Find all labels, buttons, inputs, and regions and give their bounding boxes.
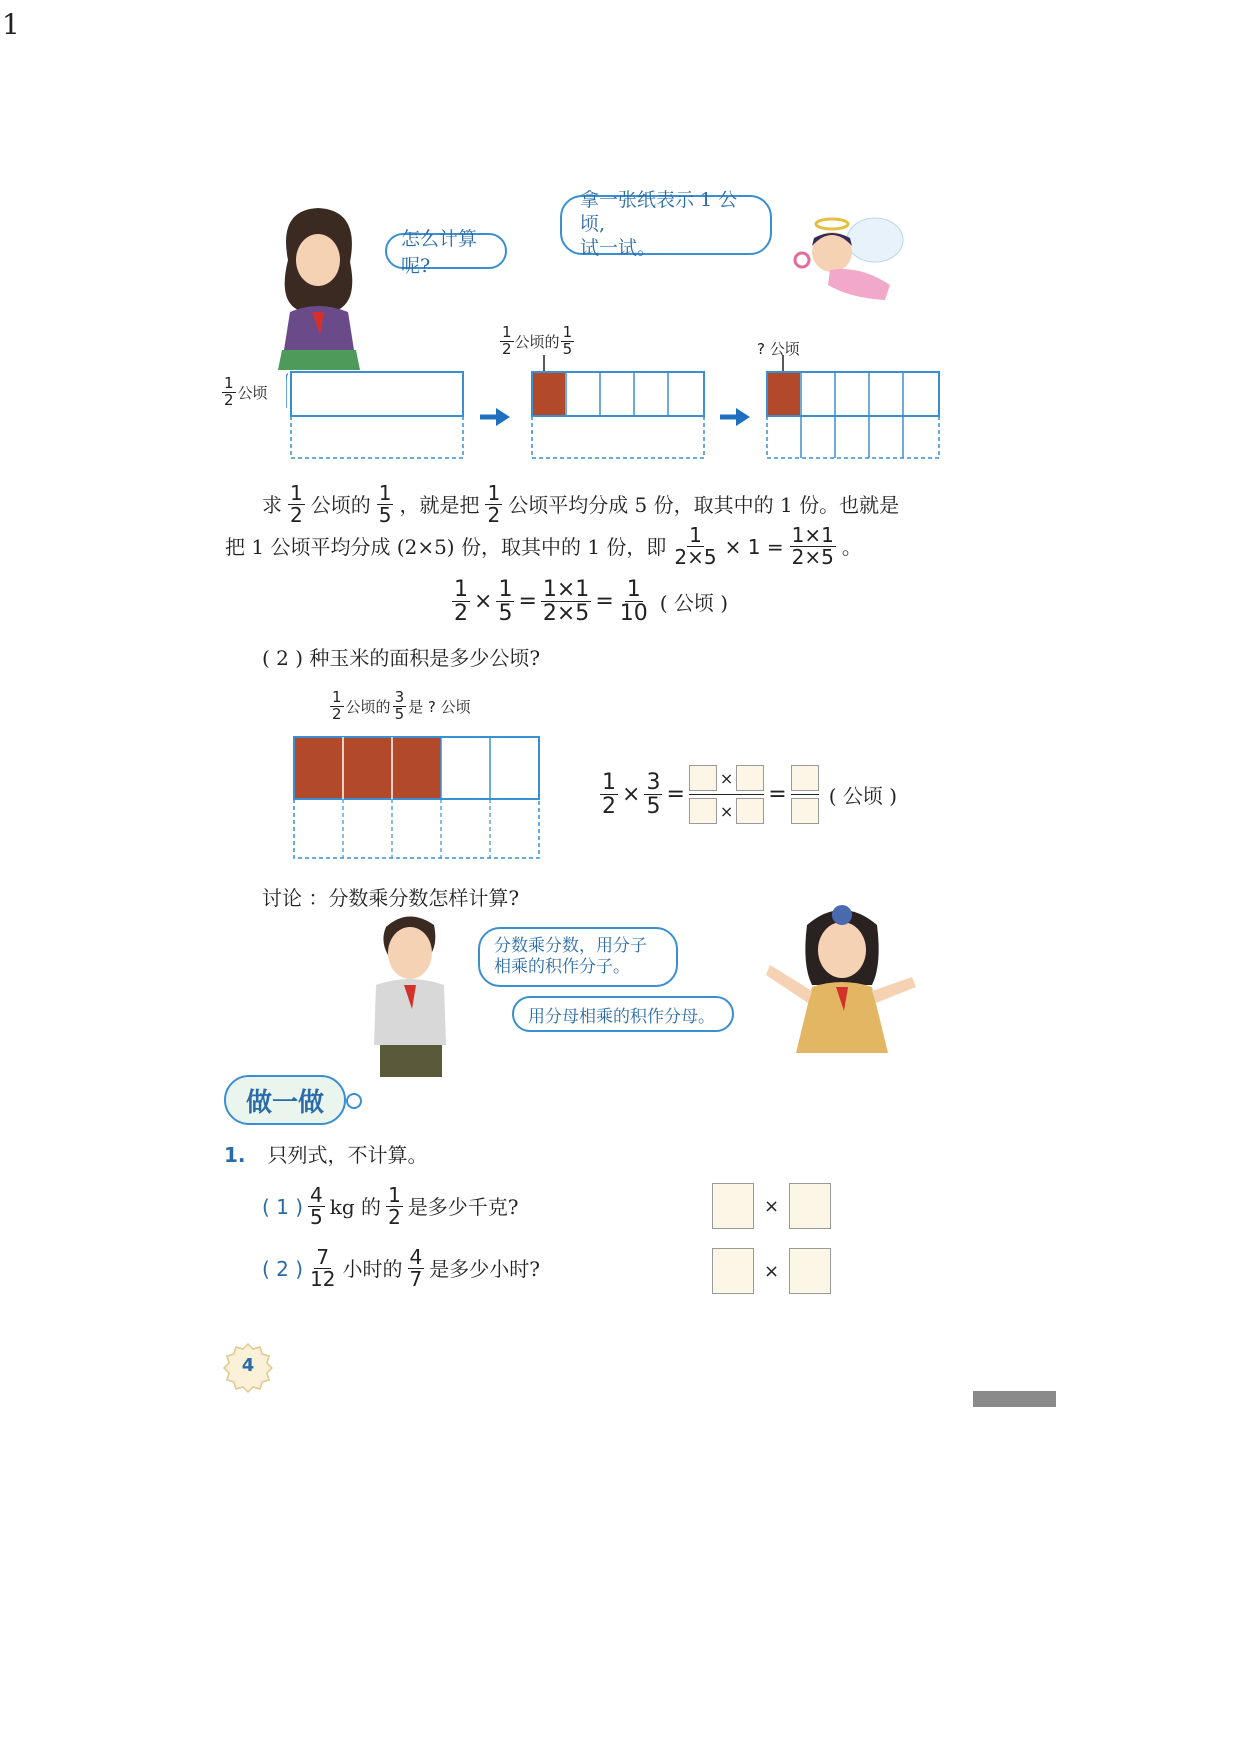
t: 把 1 公顷平均分成 (2×5) 份，取其中的 1 份，即 <box>225 534 667 559</box>
answer-fraction-blank <box>689 765 764 824</box>
item-number: 1. <box>224 1143 246 1167</box>
frac <box>393 690 407 723</box>
answer-box[interactable] <box>736 798 764 824</box>
girl-question-text: 怎么计算呢? <box>401 228 478 277</box>
label-half-hectare <box>222 376 268 409</box>
q2-diagram-label <box>330 690 471 723</box>
numerator-blanks <box>689 765 764 795</box>
num: 1 <box>454 577 468 602</box>
num: 1 <box>626 577 641 602</box>
num: 1 <box>290 481 303 505</box>
girl2-illustration <box>762 895 922 1055</box>
answer-box[interactable] <box>689 798 717 824</box>
den: 2 <box>454 601 468 627</box>
num: 1 <box>502 323 512 341</box>
t: 是 ? 公顷 <box>408 697 471 716</box>
q2-grid-diagram <box>292 735 542 860</box>
t: 。 <box>841 534 862 559</box>
num: 1×1 <box>791 523 834 547</box>
frac <box>408 1247 425 1290</box>
boy-line1: 分数乘分数，用分子 <box>494 935 647 956</box>
practice-item-1 <box>224 1137 428 1173</box>
frac-half-label <box>222 376 236 409</box>
num: 4 <box>409 1245 423 1269</box>
den: 2×5 <box>791 545 834 569</box>
answer-box[interactable] <box>736 765 764 791</box>
num: 1 <box>602 769 616 795</box>
num: 7 <box>316 1245 330 1269</box>
rect-full-split-tenths <box>765 355 945 460</box>
frac <box>308 1185 325 1228</box>
result-num-wrap <box>791 765 819 795</box>
t: × 1 = <box>724 534 784 559</box>
angel-hint-line2: 试一试。 <box>580 236 657 259</box>
arrow-right-icon <box>478 405 512 429</box>
den: 5 <box>394 704 405 723</box>
answer-box[interactable] <box>689 765 717 791</box>
unit: ( 公顷 ) <box>828 784 898 808</box>
angel-illustration <box>790 210 910 310</box>
page-corner-number: 1 <box>2 8 20 41</box>
num: 1 <box>378 481 392 505</box>
girl2-bubble <box>512 996 734 1032</box>
num: 3 <box>646 769 661 795</box>
explain-line-1 <box>262 483 899 526</box>
num: 1 <box>224 374 234 392</box>
t: 小时的 <box>342 1256 403 1281</box>
den: 2 <box>502 339 512 358</box>
frac <box>496 578 514 625</box>
num: 4 <box>310 1183 323 1207</box>
den: 2 <box>224 390 234 409</box>
unit: ( 公顷 ) <box>659 591 729 616</box>
den: 10 <box>619 601 648 627</box>
answer-box[interactable] <box>712 1183 754 1229</box>
op: × <box>719 801 734 821</box>
answer-box[interactable] <box>789 1248 831 1294</box>
den: 2×5 <box>542 601 590 627</box>
t: 公顷的 <box>345 697 391 716</box>
den: 2 <box>332 704 342 723</box>
op: × <box>764 1195 780 1217</box>
op: × <box>764 1260 780 1282</box>
den: 2 <box>388 1205 401 1229</box>
op: × <box>474 589 493 615</box>
op: = <box>595 589 614 615</box>
frac-1-over-2x5 <box>672 525 718 568</box>
girl2-line: 用分母相乘的积作分母。 <box>528 1006 715 1027</box>
practice-badge <box>224 1075 346 1125</box>
answer-row-1 <box>712 1183 831 1229</box>
op: = <box>768 782 787 807</box>
den: 5 <box>378 503 392 527</box>
den: 5 <box>646 794 661 819</box>
angel-hint-line1: 拿一张纸表示 1 公顷, <box>580 189 738 236</box>
frac <box>618 578 650 625</box>
item-text: 只列式，不计算。 <box>267 1143 428 1167</box>
page-number: 4 <box>241 1355 255 1376</box>
den: 5 <box>310 1205 323 1229</box>
equation-1 <box>452 578 728 625</box>
discussion-text: 讨论 ：分数乘分数怎样计算? <box>262 886 520 910</box>
t: 是多少小时? <box>429 1256 540 1281</box>
mid-text: 公顷的 <box>514 332 560 351</box>
frac-label-a <box>500 325 514 358</box>
den: 5 <box>498 601 513 627</box>
boy-bubble <box>478 927 678 987</box>
frac <box>452 578 470 625</box>
num: 1 <box>689 523 702 547</box>
practice-sub-2 <box>262 1247 540 1290</box>
op: × <box>622 782 641 807</box>
frac <box>308 1247 337 1290</box>
boy-illustration <box>358 905 458 1080</box>
num: 1 <box>332 688 342 706</box>
badge-dot-icon <box>346 1093 362 1109</box>
answer-box[interactable] <box>791 765 819 791</box>
num: 1 <box>487 481 501 505</box>
den: 2 <box>290 503 303 527</box>
op: = <box>518 589 537 615</box>
girl-question-bubble <box>385 228 507 277</box>
frac <box>330 690 344 723</box>
answer-box[interactable] <box>712 1248 754 1294</box>
frac <box>600 771 618 818</box>
denominator-blanks <box>689 795 764 824</box>
rect-half-split-fifths <box>530 355 710 460</box>
rect-half-hectare <box>286 370 468 460</box>
den: 12 <box>310 1267 336 1291</box>
arrow-right-icon <box>718 405 752 429</box>
num: 1 <box>562 323 573 341</box>
num: 1 <box>498 577 513 602</box>
den: 2 <box>487 503 501 527</box>
boy-line2: 相乘的积作分子。 <box>494 957 630 977</box>
footer-bar <box>973 1391 1056 1407</box>
frac-label-b <box>561 325 575 358</box>
den: 2 <box>602 794 616 819</box>
num: 1 <box>388 1183 401 1207</box>
result-den-wrap <box>791 795 819 824</box>
op: × <box>719 768 734 788</box>
frac-half <box>288 483 305 526</box>
frac <box>644 771 662 818</box>
num: 1×1 <box>542 577 590 602</box>
answer-row-2 <box>712 1248 831 1294</box>
explain-line-2 <box>225 525 862 568</box>
den: 7 <box>409 1267 423 1291</box>
label-question-hectare: ? 公顷 <box>757 340 800 358</box>
num: 3 <box>394 688 405 706</box>
op: = <box>666 782 685 807</box>
frac-half <box>485 483 502 526</box>
t: 公顷的 <box>310 492 371 517</box>
frac <box>541 578 591 625</box>
angel-hint-bubble <box>560 189 772 259</box>
answer-box[interactable] <box>789 1183 831 1229</box>
q2-prompt: ( 2 ) 种玉米的面积是多少公顷? <box>262 646 541 670</box>
frac <box>386 1185 403 1228</box>
den: 5 <box>562 339 573 358</box>
frac-fifth <box>377 483 394 526</box>
girl-illustration <box>268 200 368 370</box>
sub-label: ( 1 ) <box>262 1194 304 1219</box>
den: 2×5 <box>674 545 717 569</box>
result-fraction-blank <box>791 765 819 824</box>
label-half-of-fifth <box>500 325 574 358</box>
answer-box[interactable] <box>791 798 819 824</box>
t: kg 的 <box>329 1194 382 1219</box>
practice-badge-text: 做一做 <box>245 1087 324 1118</box>
t: ，就是把 <box>399 492 480 517</box>
frac-1x1-over-2x5 <box>790 525 836 568</box>
practice-sub-1 <box>262 1185 519 1228</box>
t: 求 <box>262 492 282 517</box>
t: 是多少千克? <box>407 1194 519 1219</box>
sub-label: ( 2 ) <box>262 1256 304 1281</box>
unit-text: 公顷 <box>237 383 268 402</box>
q2-equation <box>600 765 897 824</box>
t: 公顷平均分成 5 份，取其中的 1 份。也就是 <box>508 492 900 517</box>
